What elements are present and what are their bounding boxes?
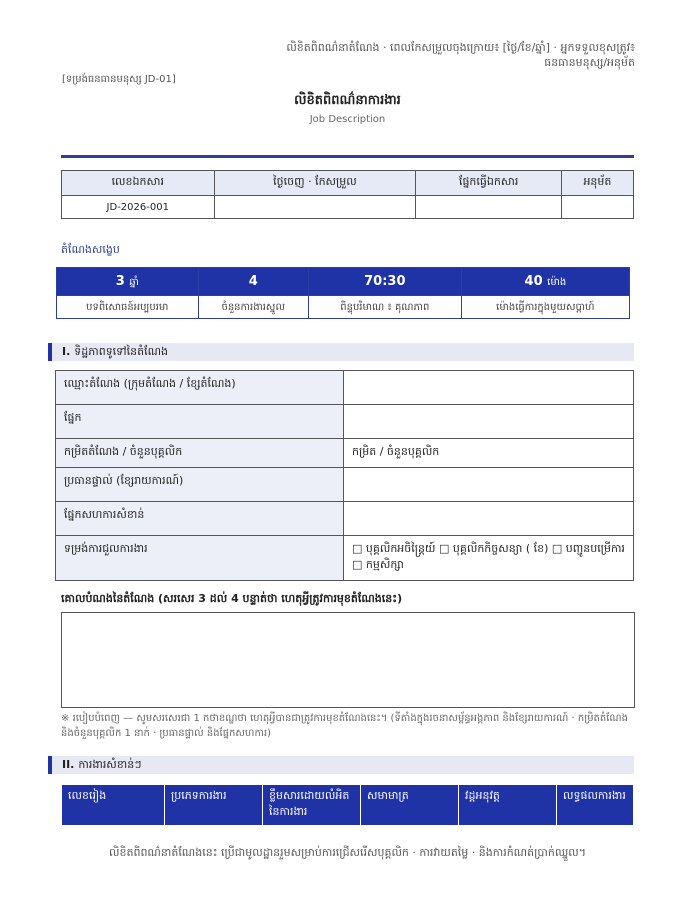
tasks-column-header: លទ្ធផលការងារ [557, 785, 634, 826]
overview-value[interactable] [344, 468, 634, 502]
overview-value[interactable] [344, 371, 634, 405]
summary-unit: ឆ្នាំ [129, 276, 139, 288]
employment-type-options[interactable]: □ បុគ្គលិកអចិន្ត្រៃយ៍ □ បុគ្គលិកកិច្ចសន្យា ( ខែ) □ បញ្ជូនបម្រើការ □ កម្មសិក្សា [344, 536, 634, 581]
section-2-number: II. [62, 758, 75, 771]
purpose-input-box[interactable] [61, 612, 635, 708]
summary-unit: ម៉ោង [547, 276, 567, 288]
doc-table-header: លេខឯកសារ [62, 171, 215, 196]
title-divider [61, 155, 634, 158]
overview-value[interactable]: កម្រិត / ចំនួនបុគ្គលិក [344, 439, 634, 468]
summary-heading: តំណែងសង្ខេប [61, 243, 120, 256]
overview-label: កម្រិតតំណែង / ចំនួនបុគ្គលិក [56, 439, 344, 468]
overview-label: ប្រធានផ្ទាល់ (ខ្សែរាយការណ៍) [56, 468, 344, 502]
summary-value: 40 ម៉ោង [461, 268, 629, 296]
summary-label: បទពិសោធន៍អប្បបរមា [57, 296, 199, 319]
footer-text: លិខិតពិពណ៌នាតំណែងនេះ ប្រើជាមូលដ្ឋានរួមសម្រាប់ការជ្រើសរើសបុគ្គលិក · ការវាយតម្លៃ · និងការកំណត់ប្រាក់ឈ្នួល។ [109, 846, 586, 859]
overview-label: ទម្រង់ការជួលការងារ [56, 536, 344, 581]
doc-date-cell[interactable] [214, 196, 416, 219]
summary-label: ពិន្ទុបរិមាណ ៖ គុណភាព [308, 296, 461, 319]
section-1-header [48, 343, 634, 361]
summary-value: 4 [198, 268, 308, 296]
doc-table-header: ផ្នែកធ្វើឯកសារ [416, 171, 561, 196]
overview-label: ផ្នែកសហការសំខាន់ [56, 502, 344, 536]
overview-value[interactable] [344, 405, 634, 439]
tasks-column-header: ខ្លឹមសារដោយលំអិតនៃការងារ [263, 785, 361, 826]
overview-label: ឈ្មោះតំណែង (ក្រុមតំណែង / ខ្សែតំណែង) [56, 371, 344, 405]
header-meta-line1: លិខិតពិពណ៌នាតំណែង · ពេលកែសម្រួលចុងក្រោយ៖ [ថ្ងៃ/ខែ/ឆ្នាំ] · អ្នកទទួលខុសត្រូវ៖ [286, 41, 635, 54]
summary-label: ម៉ោងធ្វើការក្នុងមួយសប្តាហ៍ [461, 296, 629, 319]
doc-table-header: ថ្ងៃចេញ · កែសម្រួល [214, 171, 416, 196]
summary-value: 3 ឆ្នាំ [57, 268, 199, 296]
purpose-note: ※ របៀបបំពេញ — សូមសរសេរជា 1 កថាខណ្ឌថា ហេតុអ្វីបានជាត្រូវការមុខតំណែងនេះ។ (ទីតាំងក្នុងរចនាសម្ព័ន្ធអង្គភាព និងខ្សែរាយការណ៍ · កម្រិតតំណែង និងចំនួនបុគ្គលិក 1 នាក់ · ប្រធានផ្ទាល់ និងផ្នែកសហការ) [61, 713, 628, 739]
section-1-title: ទិដ្ឋភាពទូទៅនៃតំណែង [74, 345, 169, 358]
overview-value[interactable] [344, 502, 634, 536]
doc-approval-cell[interactable] [561, 196, 633, 219]
form-number: [ទម្រង់ធនធានមនុស្ស JD-01] [62, 74, 176, 85]
tasks-column-header: សមាមាត្រ [361, 785, 459, 826]
document-info-table [61, 170, 634, 219]
section-1-number: I. [62, 345, 71, 358]
header-meta-line2: ធនធានមនុស្ស/អនុម័ត [544, 56, 635, 69]
section-2-title: ការងារសំខាន់ៗ [78, 758, 142, 771]
position-overview-table [55, 370, 634, 581]
tasks-column-header: ប្រភេទការងារ [165, 785, 263, 826]
tasks-column-header: លេខរៀង [62, 785, 165, 826]
summary-label: ចំនួនការងារស្នូល [198, 296, 308, 319]
section-2-header [48, 756, 634, 774]
summary-value: 70:30 [308, 268, 461, 296]
doc-table-header: អនុម័ត [561, 171, 633, 196]
overview-label: ផ្នែក [56, 405, 344, 439]
document-subtitle: Job Description [309, 114, 386, 125]
doc-dept-cell[interactable] [416, 196, 561, 219]
document-title: លិខិតពិពណ៌នាការងារ [294, 93, 401, 108]
header-meta [286, 40, 635, 70]
purpose-question: គោលបំណងនៃតំណែង (សរសេរ 3 ដល់ 4 បន្ទាត់ថា ហេតុអ្វីត្រូវការមុខតំណែងនេះ) [61, 592, 403, 605]
main-tasks-table [61, 784, 634, 826]
doc-number-cell[interactable]: JD-2026-001 [62, 196, 215, 219]
tasks-column-header: វដ្តអនុវត្ត [459, 785, 557, 826]
summary-table [56, 267, 630, 319]
